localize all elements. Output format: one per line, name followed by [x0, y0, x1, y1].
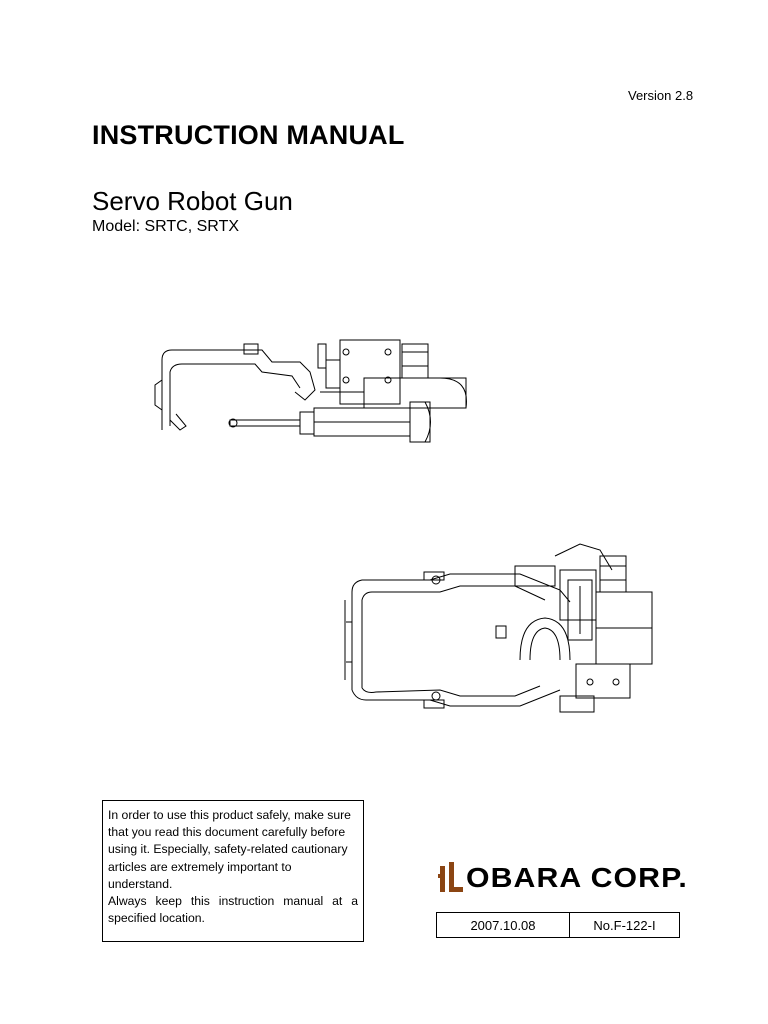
safety-notice-text: In order to use this product safely, make sure that you read this document carefully before using it. Especially, safety-related cautionary articles are extremely important to understand. [108, 808, 351, 891]
srtc-gun-drawing [155, 340, 466, 442]
srtx-gun-drawing [345, 544, 652, 712]
version-label: Version 2.8 [628, 88, 694, 103]
company-name: OBARA CORP. [466, 862, 688, 893]
issue-date: 2007.10.08 [437, 913, 570, 937]
obara-mark-icon [438, 860, 466, 896]
safety-notice-box [102, 800, 364, 942]
model-line: Model: SRTC, SRTX [92, 218, 240, 235]
document-number: No.F-122-I [593, 917, 656, 933]
document-info-table [436, 912, 680, 938]
company-logo [438, 860, 688, 901]
manual-title: INSTRUCTION MANUAL [92, 120, 405, 150]
storage-notice-text: Always keep this instruction manual at a specified location. [108, 894, 358, 926]
product-name: Servo Robot Gun [92, 186, 293, 216]
